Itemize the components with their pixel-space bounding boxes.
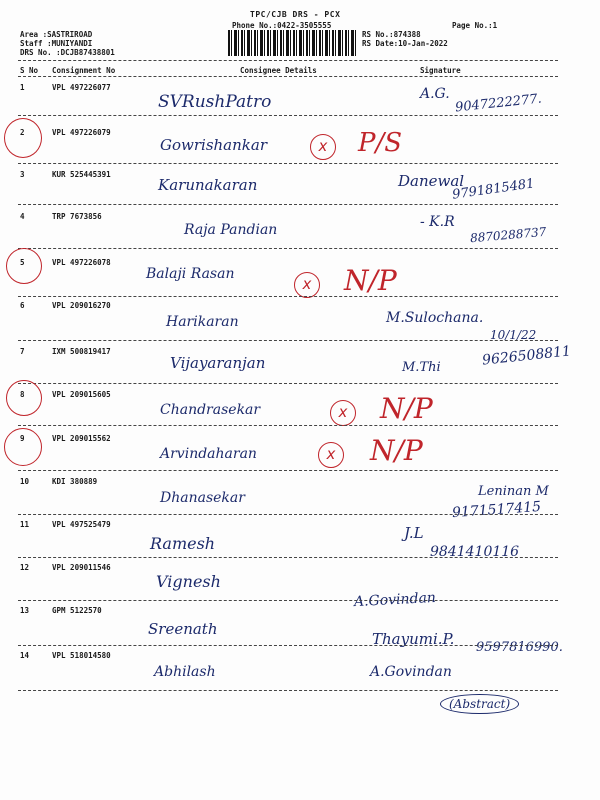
consignment-no: GPM 5122570 bbox=[52, 606, 102, 615]
consignee-name: Vijayaranjan bbox=[170, 354, 266, 372]
rs-number: RS No.:874388 bbox=[362, 30, 421, 39]
row-number: 8 bbox=[20, 390, 25, 399]
signature: A.Govindan bbox=[370, 664, 452, 680]
signature: Leninan M bbox=[478, 484, 549, 499]
row-number: 2 bbox=[20, 128, 25, 137]
phone-number: Phone No.:0422-3505555 bbox=[232, 21, 332, 30]
row-number: 1 bbox=[20, 83, 25, 92]
delivery-remark: N/P bbox=[370, 434, 423, 467]
row-number: 9 bbox=[20, 434, 25, 443]
divider bbox=[18, 470, 558, 471]
consignee-name: Chandrasekar bbox=[160, 402, 261, 418]
signature: Danewal bbox=[398, 172, 465, 190]
delivery-remark: P/S bbox=[358, 128, 403, 158]
divider bbox=[18, 690, 558, 691]
phone-note: 9841410116 bbox=[430, 544, 520, 560]
row-number: 3 bbox=[20, 170, 25, 179]
cross-mark: x bbox=[310, 134, 336, 160]
divider bbox=[18, 557, 558, 558]
row-number: 4 bbox=[20, 212, 25, 221]
divider bbox=[18, 76, 558, 77]
signature: - K.R bbox=[420, 214, 455, 230]
consignee-name: Abhilash bbox=[154, 664, 216, 680]
consignee-name: Raja Pandian bbox=[184, 222, 278, 238]
stamp-note: (Abstract) bbox=[440, 694, 519, 714]
consignment-no: VPL 497226078 bbox=[52, 258, 111, 267]
consignment-no: IXM 500819417 bbox=[52, 347, 111, 356]
phone-note: 9171517415 bbox=[451, 498, 542, 522]
consignee-name: Balaji Rasan bbox=[146, 266, 235, 282]
staff-label: Staff :MUNIYANDI bbox=[20, 39, 93, 48]
barcode bbox=[228, 30, 356, 56]
col-signature: Signature bbox=[420, 66, 461, 75]
consignment-no: KUR 525445391 bbox=[52, 170, 111, 179]
page-number: Page No.:1 bbox=[452, 21, 498, 30]
consignment-no: VPL 209015605 bbox=[52, 390, 111, 399]
divider bbox=[18, 645, 558, 646]
divider bbox=[18, 514, 558, 515]
consignment-no: VPL 518014580 bbox=[52, 651, 111, 660]
row-number: 6 bbox=[20, 301, 25, 310]
phone-note: 9597816990. bbox=[476, 640, 563, 655]
consignee-name: Gowrishankar bbox=[160, 136, 267, 154]
consignee-name: Ramesh bbox=[150, 534, 216, 553]
drs-number: DRS No. :DCJB87438801 bbox=[20, 48, 115, 57]
signature: A.G. bbox=[420, 86, 450, 102]
divider bbox=[18, 60, 558, 61]
consignee-name: Arvindaharan bbox=[160, 446, 257, 462]
divider bbox=[18, 340, 558, 341]
rs-date: RS Date:10-Jan-2022 bbox=[362, 39, 448, 48]
consignment-no: VPL 209016270 bbox=[52, 301, 111, 310]
date-note: 10/1/22 bbox=[490, 328, 537, 342]
phone-note: 9626508811 bbox=[481, 343, 572, 369]
consignee-name: SVRushPatro bbox=[158, 92, 272, 112]
divider bbox=[18, 115, 558, 116]
consignment-no: VPL 497226079 bbox=[52, 128, 111, 137]
col-sno: S No bbox=[20, 66, 39, 75]
consignment-no: TRP 7673856 bbox=[52, 212, 102, 221]
cross-mark: x bbox=[294, 272, 320, 298]
row-number: 14 bbox=[20, 651, 30, 660]
phone-note: 8870288737 bbox=[469, 224, 547, 246]
red-circle-mark bbox=[4, 118, 42, 158]
consignment-no: VPL 209015562 bbox=[52, 434, 111, 443]
col-consignment: Consignment No bbox=[52, 66, 116, 75]
delivery-remark: N/P bbox=[344, 264, 397, 297]
consignee-name: Vignesh bbox=[156, 572, 221, 591]
row-number: 11 bbox=[20, 520, 30, 529]
consignee-name: Sreenath bbox=[148, 620, 218, 638]
consignee-name: Harikaran bbox=[166, 314, 239, 330]
page-title: TPC/CJB DRS - PCX bbox=[250, 10, 341, 19]
signature: M.Sulochana. bbox=[386, 310, 484, 326]
consignee-name: Karunakaran bbox=[158, 176, 258, 194]
consignee-name: Dhanasekar bbox=[160, 490, 245, 506]
signature: Thayumi.P. bbox=[372, 630, 455, 648]
divider bbox=[18, 425, 558, 426]
divider bbox=[18, 248, 558, 249]
signature: A.Govindan bbox=[353, 589, 437, 611]
divider bbox=[18, 296, 558, 297]
row-number: 7 bbox=[20, 347, 25, 356]
delivery-remark: N/P bbox=[380, 392, 433, 425]
row-number: 10 bbox=[20, 477, 30, 486]
consignment-no: VPL 497525479 bbox=[52, 520, 111, 529]
col-consignee: Consignee Details bbox=[240, 66, 317, 75]
area-label: Area :SASTRIROAD bbox=[20, 30, 93, 39]
consignment-no: VPL 497226077 bbox=[52, 83, 111, 92]
row-number: 12 bbox=[20, 563, 30, 572]
cross-mark: x bbox=[318, 442, 344, 468]
divider bbox=[18, 204, 558, 205]
consignment-no: KDI 380889 bbox=[52, 477, 98, 486]
consignment-no: VPL 209011546 bbox=[52, 563, 111, 572]
phone-note: 9791815481 bbox=[451, 176, 536, 203]
divider bbox=[18, 163, 558, 164]
signature: J.L bbox=[404, 524, 424, 542]
row-number: 13 bbox=[20, 606, 30, 615]
cross-mark: x bbox=[330, 400, 356, 426]
row-number: 5 bbox=[20, 258, 25, 267]
phone-note: 9047222277. bbox=[454, 91, 543, 116]
divider bbox=[18, 383, 558, 384]
signature: M.Thi bbox=[402, 360, 441, 375]
divider bbox=[18, 600, 558, 601]
